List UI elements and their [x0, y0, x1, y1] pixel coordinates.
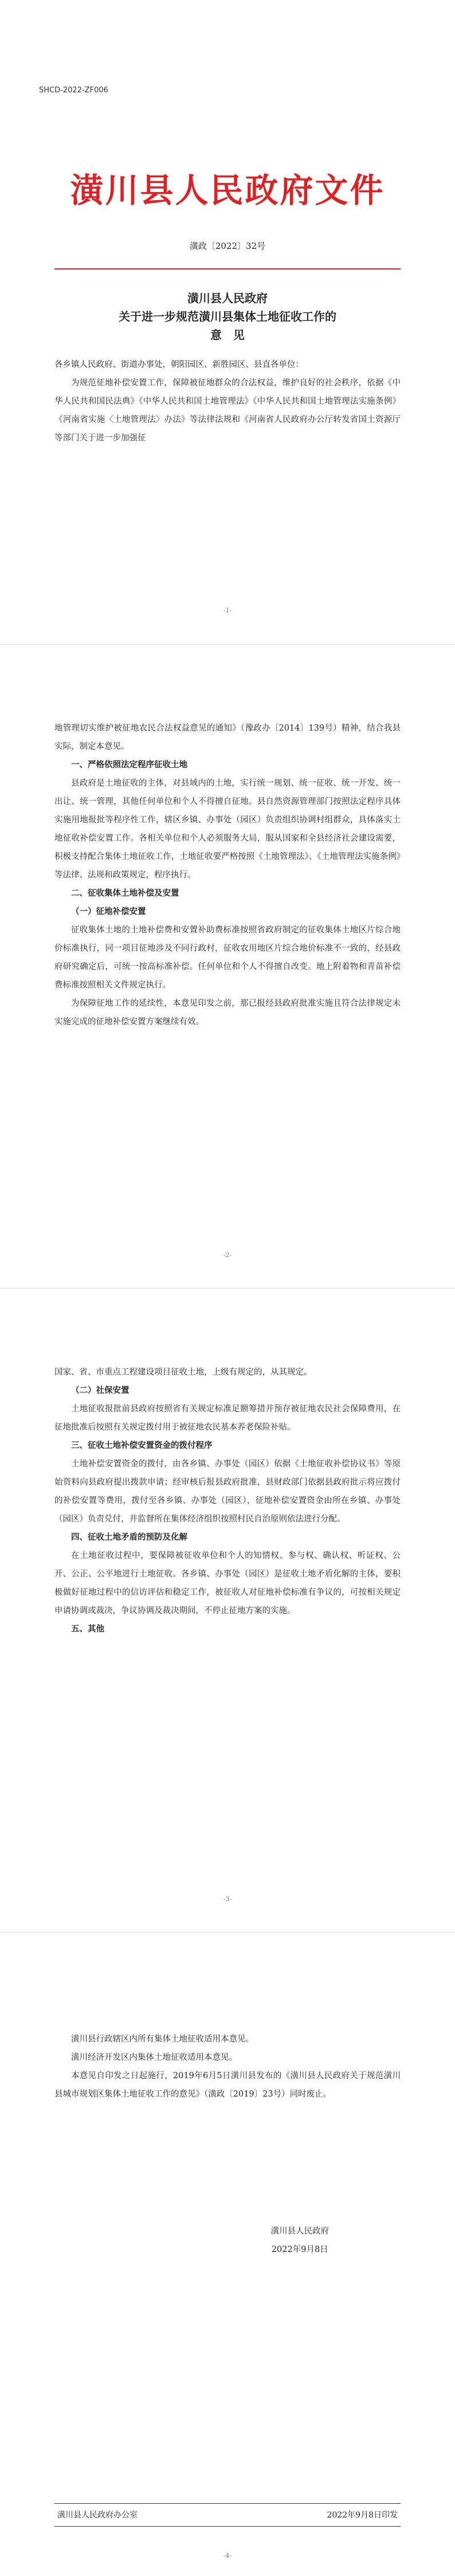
section-heading: 三、征收土地补偿安置资金的拨付程序 [71, 1441, 213, 1450]
document-title [0, 289, 455, 344]
red-divider [54, 268, 401, 270]
page-3-body [54, 1363, 401, 1638]
page-number: -2- [223, 1251, 232, 1259]
page-1-body [54, 356, 401, 447]
page-number: -4- [223, 2552, 232, 2559]
page-number: -1- [223, 607, 232, 614]
section-heading: 五、其他 [71, 1624, 104, 1634]
paragraph: 潢川县行政辖区内所有集体土地征收适用本意见。 [71, 2035, 254, 2044]
signature-block [271, 2222, 330, 2259]
paragraph: 潢川经济开发区内集体土地征收适用本意见。 [71, 2053, 237, 2062]
paragraph: 县政府是土地征收的主体，对县域内的土地，实行统一规划、统一征收、统一开发、统一出让、统一管理，其他任何单位和个人不得擅自征地。县自然资源管理部门按照法定程序具体实施用地报批等程序性工作，辖区乡镇、办事处（园区）负责组织协调村组群众，具体落实土地征收补偿安置工作。各相关单位和个人必须服务大局，服从国家和全县经济社会建设需要，积极支持配合集体土地征收工作，土地征收要严格按照《土地管理法》、《土地管理法实施条例》等法律、法规和政策规定，程序执行。 [54, 779, 401, 880]
paragraph: 各乡镇人民政府、街道办事处，朝阳园区、新胜园区、县直各单位： [54, 360, 304, 369]
title-line-3: 意 见 [210, 328, 245, 342]
header-title: 潢川县人民政府文件 [70, 171, 385, 210]
doc-code: SHCD-2022-ZF006 [39, 86, 108, 95]
issue-number: 潢政〔2022〕32号 [189, 241, 266, 251]
page-2-body [54, 719, 401, 1031]
paragraph: 国家、省、市重点工程建设项目征收土地，上级有规定的，从其规定。 [54, 1368, 312, 1377]
page-3 [0, 1288, 455, 1932]
section-heading: 一、严格依照法定程序征收土地 [71, 760, 187, 770]
page-1 [0, 0, 455, 644]
section-heading: 四、征收土地矛盾的预防及化解 [71, 1532, 187, 1542]
footer-bottom-rule [54, 2526, 401, 2527]
paragraph: 为规范征地补偿安置工作，保障被征地群众的合法权益，维护良好的社会秩序，依据《中华人民共和国民法典》《中华人民共和国土地管理法》《中华人民共和国土地管理法实施条例》《河南省实施〈土地管理法〉办法》等法律法规和《河南省人民政府办公厅转发省国土资源厅等部门关于进一步加强征 [54, 378, 401, 443]
page-4-body [54, 2030, 401, 2103]
section-heading: 二、征收集体土地补偿及安置 [71, 888, 179, 898]
paragraph: 本意见自印发之日起施行，2019年6月5日潢川县发布的《潢川县人民政府关于规范潢川县城市规划区集体土地征收工作的意见》（潢政〔2019〕23号）同时废止。 [54, 2071, 401, 2099]
paragraph: 土地征收报批前县政府按照省有关规定标准足额筹措并预存被征地农民社会保障费用，在征地批准后按照有关规定拨付用于被征地农民基本养老保险补贴。 [54, 1404, 401, 1432]
footer-date: 2022年9月8日印发 [327, 2511, 398, 2520]
paragraph: 征收集体土地的土地补偿费和安置补助费标准按照省政府制定的征收集体土地区片综合地价标准执行，同一项目征地涉及不同行政村，征收农用地区片综合地价标准不一致的，经县政府研究确定后，可统一按高标准补偿。任何单位和个人不得擅自改变。地上附着物和青苗补偿费标准按照相关文件规定执行。 [54, 926, 401, 990]
paragraph: 为保障征地工作的延续性，本意见印发之前，那已报经县政府批准实施且符合法律规定未实施完成的征地补偿安置方案继续有效。 [54, 999, 401, 1027]
page-number: -3- [223, 1895, 232, 1903]
footer-top-rule [54, 2503, 401, 2504]
subsection-heading: （二）社保安置 [71, 1385, 130, 1395]
page-2 [0, 644, 455, 1288]
signature-date: 2022年9月8日 [271, 2245, 328, 2254]
title-line-2: 关于进一步规范潢川县集体土地征收工作的 [119, 310, 336, 323]
subsection-heading: （一）征地补偿安置 [71, 907, 146, 916]
signature-org: 潢川县人民政府 [270, 2227, 329, 2236]
paragraph: 在土地征收过程中，要保障被征收单位和个人的知情权、参与权、确认权、听证权、公开、公正、公平地进行土地征收。各乡镇、办事处（园区）是征收土地矛盾化解的主体，要积极做好征地过程中的信访评估和稳定工作，被征收人对征地补偿标准有争议的，可按相关规定申请协调或裁决，争议协调及裁决期间，不停止征地方案的实施。 [54, 1551, 401, 1615]
page-4 [0, 1932, 455, 2576]
paragraph: 土地补偿安置资金的拨付，由各乡镇、办事处（园区）依据《土地征收补偿协议书》等原始资料向县政府提出拨款申请；经审核后报县政府批准，县财政部门依据县政府批示将应拨付的补偿安置等费用，拨付至各乡镇、办事处（园区），征地补偿安置资金由所在乡镇、办事处（园区）负责兑付，并监督所在集体经济组织按照村民自治原则依法进行分配。 [54, 1459, 401, 1524]
title-line-1: 潢川县人民政府 [187, 291, 268, 305]
footer-issuer: 潢川县人民政府办公室 [57, 2511, 138, 2520]
paragraph: 地管理切实维护被征地农民合法权益意见的通知》（豫政办〔2014〕139号）精神，结合我县实际，制定本意见。 [54, 724, 401, 751]
